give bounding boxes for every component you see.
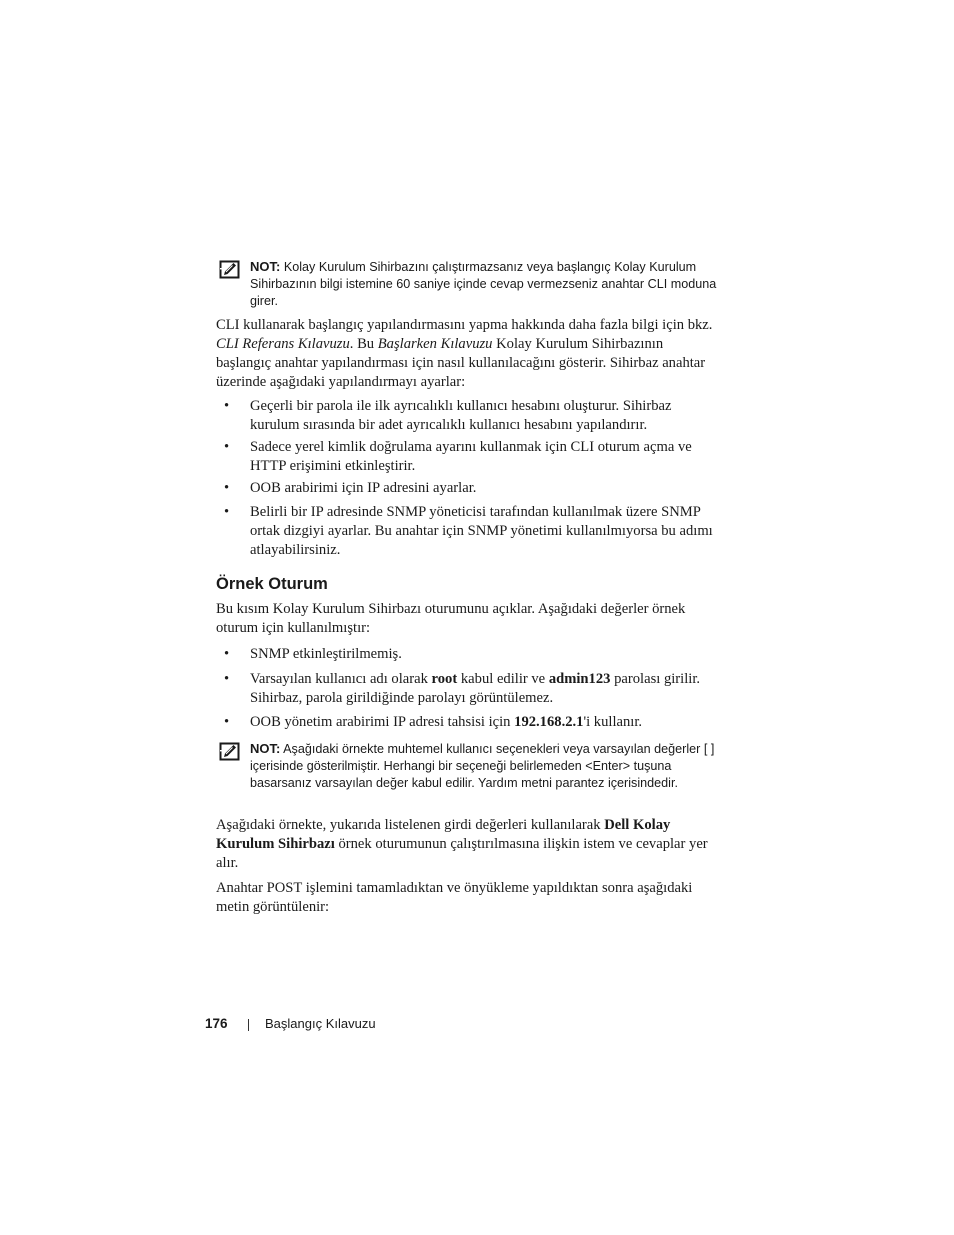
list-item-text: SNMP etkinleştirilmemiş. bbox=[250, 646, 402, 662]
list-item-text: Sadece yerel kimlik doğrulama ayarını kullanmak için CLI oturum açma ve HTTP erişimini etkinleştirir. bbox=[250, 439, 692, 474]
list-item-text: parolası girilir. Sihirbaz, parola girildiğinde parolayı görüntülemez. bbox=[250, 671, 701, 706]
note-pencil-icon bbox=[219, 260, 240, 279]
paragraph-text: örnek oturumunun çalıştırılmasına ilişkin istem ve cevaplar yer alır. bbox=[216, 836, 708, 871]
bullet-icon: • bbox=[224, 480, 230, 496]
list-item-text: OOB yönetim arabirimi IP adresi tahsisi için bbox=[250, 714, 515, 730]
bullet-icon: • bbox=[224, 439, 230, 455]
bullet-icon: • bbox=[224, 714, 230, 730]
list-item-text: Geçerli bir parola ile ilk ayrıcalıklı kullanıcı hesabını oluşturur. Sihirbaz kurulum sırasında bir adet ayrıcalıklı kullanıcı hesabını yapılandırır. bbox=[250, 398, 672, 433]
wizard-config-list bbox=[216, 397, 716, 560]
note-body: Kolay Kurulum Sihirbazını çalıştırmazsanız veya başlangıç Kolay Kurulum Sihirbazının bilgi istemine 60 saniye içinde cevap vermezseniz anahtar CLI moduna girer. bbox=[250, 260, 717, 309]
cli-reference-title: CLI Referans Kılavuzu bbox=[216, 336, 350, 352]
note-text bbox=[250, 258, 720, 311]
list-item-text: Varsayılan kullanıcı adı olarak bbox=[250, 671, 432, 687]
bullet-icon: • bbox=[224, 671, 230, 687]
bullet-icon: • bbox=[224, 646, 230, 662]
session-paragraph bbox=[216, 816, 716, 873]
username-value: root bbox=[431, 671, 458, 687]
ip-address-value: 192.168.2.1 bbox=[514, 714, 584, 730]
sample-values-list bbox=[216, 645, 716, 732]
note-label: NOT: bbox=[250, 259, 281, 274]
post-paragraph: Anahtar POST işlemini tamamladıktan ve önyükleme yapıldıktan sonra aşağıdaki metin görüntülenir: bbox=[216, 880, 693, 915]
list-item-text: OOB arabirimi için IP adresini ayarlar. bbox=[250, 480, 477, 496]
bullet-icon: • bbox=[224, 398, 230, 414]
bullet-icon: • bbox=[224, 504, 230, 520]
footer-divider bbox=[248, 1019, 249, 1031]
list-item bbox=[216, 645, 716, 664]
paragraph-text: Aşağıdaki örnekte, yukarıda listelenen girdi değerleri kullanılarak bbox=[216, 817, 605, 833]
getting-started-title: Başlarken Kılavuzu bbox=[377, 336, 493, 352]
list-item bbox=[216, 503, 716, 560]
note-label: NOT: bbox=[250, 741, 281, 756]
section-intro: Bu kısım Kolay Kurulum Sihirbazı oturumunu açıklar. Aşağıdaki değerler örnek oturum için kullanılmıştır: bbox=[216, 601, 686, 636]
wizard-name: Dell Kolay Kurulum Sihirbazı bbox=[216, 817, 671, 852]
list-item-text: Belirli bir IP adresinde SNMP yöneticisi tarafından kullanılmak üzere SNMP ortak dizgiyi ayarlar. Bu anahtar için SNMP yönetimi kullanılmıyorsa bu adımı atlayabilirsiniz. bbox=[250, 504, 713, 558]
list-item-text: 'i kullanır. bbox=[583, 714, 643, 730]
note-body: Aşağıdaki örnekte muhtemel kullanıcı seçenekleri veya varsayılan değerler [ ] içerisinde gösterilmiştir. Herhangi bir seçeneği belirlemeden <Enter> tuşuna basarsanız varsayılan değer kabul edilir. Yardım metni parantez içerisindedir. bbox=[250, 742, 715, 791]
list-item bbox=[216, 713, 716, 732]
section-heading: Örnek Oturum bbox=[216, 575, 328, 593]
list-item bbox=[216, 670, 716, 708]
list-item bbox=[216, 397, 716, 435]
list-item bbox=[216, 479, 716, 498]
footer-title: Başlangıç Kılavuzu bbox=[265, 1016, 376, 1031]
intro-text: CLI kullanarak başlangıç yapılandırmasını yapma hakkında daha fazla bilgi için bkz. bbox=[216, 317, 713, 333]
list-item bbox=[216, 438, 716, 476]
password-value: admin123 bbox=[548, 671, 611, 687]
note-text bbox=[250, 740, 720, 793]
page-number: 176 bbox=[205, 1016, 228, 1031]
intro-text: . Bu bbox=[349, 336, 378, 352]
list-item-text: kabul edilir ve bbox=[457, 671, 549, 687]
note-pencil-icon bbox=[219, 742, 240, 761]
intro-paragraph bbox=[216, 316, 716, 392]
intro-text: Kolay Kurulum Sihirbazının başlangıç anahtar yapılandırması için nasıl kullanılacağını gösterir. Sihirbaz anahtar üzerinde aşağıdaki yapılandırmayı ayarlar: bbox=[216, 336, 706, 390]
